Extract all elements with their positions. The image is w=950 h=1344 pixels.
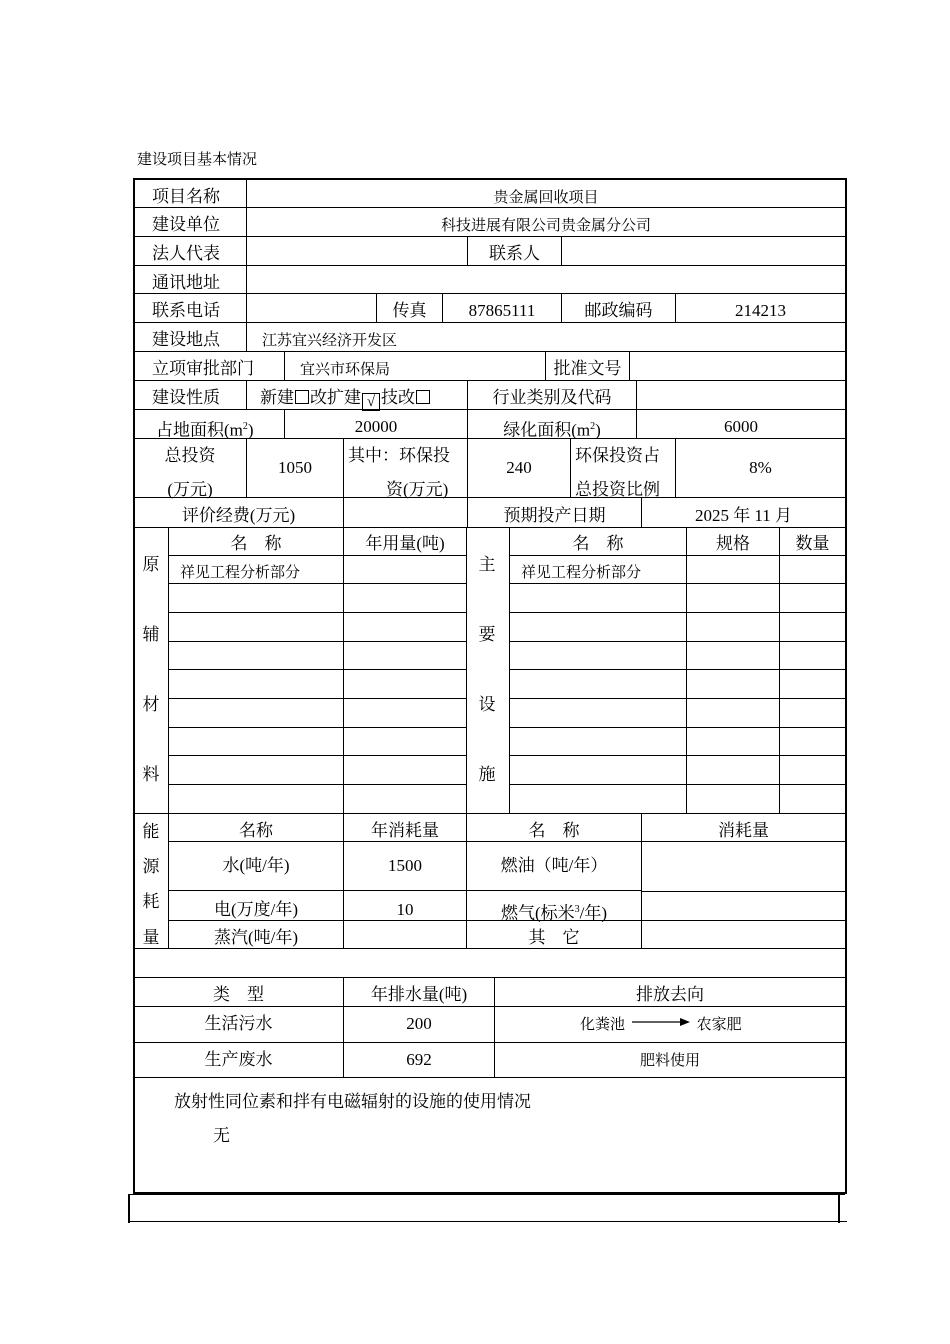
steam-label: 蒸汽(吨/年) <box>213 928 299 947</box>
row-line <box>134 322 845 323</box>
row-line <box>641 891 845 892</box>
row-line <box>168 555 466 556</box>
row-line <box>134 236 845 237</box>
materials-side-label-4: 料 <box>142 765 160 784</box>
radiation-title: 放射性同位素和拌有电磁辐射的设施的使用情况 <box>174 1092 531 1111</box>
env-investment-label-2: 资(万元) <box>386 480 449 499</box>
water-value: 1500 <box>388 856 422 875</box>
energy-col-name: 名称 <box>239 821 273 840</box>
col-line <box>343 439 344 498</box>
opt-new-checkbox[interactable] <box>295 390 309 404</box>
row-line <box>168 669 466 670</box>
area-label: 占地面积$(m^2)$ <box>156 420 254 440</box>
page-title: 建设项目基本情况 <box>137 152 258 168</box>
investment-label-2: (万元) <box>167 480 213 499</box>
phone-label: 联系电话 <box>152 301 220 320</box>
col-line <box>629 352 630 381</box>
row-line <box>134 1077 845 1078</box>
contact-label: 联系人 <box>489 244 540 263</box>
power-label: 电(万度/年) <box>213 900 299 919</box>
row-line <box>134 409 845 410</box>
materials-col-amount: 年用量(吨) <box>365 534 445 553</box>
row-line <box>134 351 845 352</box>
row-line <box>134 1042 845 1043</box>
zip-value: 214213 <box>735 301 786 320</box>
row-line <box>509 612 845 613</box>
col-line <box>636 381 637 410</box>
energy-side-label-4: 量 <box>142 928 160 947</box>
materials-side-label-3: 材 <box>142 695 160 714</box>
nature-label: 建设性质 <box>152 388 220 407</box>
env-investment-label-1: 其中：环保投 <box>348 446 450 465</box>
green-area-value: 6000 <box>724 417 758 436</box>
wastewater-col-type: 类 型 <box>213 985 264 1004</box>
approval-doc-label: 批准文号 <box>553 359 622 378</box>
footer-box-right <box>838 1194 840 1223</box>
energy-col-name2: 名 称 <box>528 821 580 840</box>
project-name-value: 贵金属回收项目 <box>493 188 599 206</box>
col-line <box>779 528 780 813</box>
row-line <box>509 755 845 756</box>
energy-side-label-2: 源 <box>142 857 160 876</box>
zip-label: 邮政编码 <box>584 301 653 320</box>
equipment-side-label-1: 主 <box>478 555 496 574</box>
water-label: 水(吨/年) <box>222 856 290 875</box>
equipment-col-qty: 数量 <box>795 534 830 553</box>
opt-new-label: 新建 <box>260 388 294 407</box>
arrow-right-icon <box>632 1017 690 1027</box>
oil-label: 燃油（吨/年） <box>500 856 608 875</box>
production-date-label: 预期投产日期 <box>503 506 606 525</box>
industry-label: 行业类别及代码 <box>492 388 612 407</box>
row-line <box>134 1006 845 1007</box>
ratio-value: 8% <box>749 458 772 477</box>
fax-value: 87865111 <box>468 301 536 320</box>
row-line <box>134 265 845 266</box>
materials-first-item: 祥见工程分析部分 <box>180 563 301 581</box>
equipment-side-label-3: 设 <box>478 695 496 714</box>
domestic-value: 200 <box>406 1014 432 1033</box>
row-line <box>134 527 845 528</box>
opt-tech-label: 技改 <box>381 388 415 407</box>
site-value: 江苏宜兴经济开发区 <box>262 331 398 349</box>
row-line <box>509 784 845 785</box>
production-date-value: 2025 年 11 月 <box>694 506 793 525</box>
col-line <box>466 528 467 813</box>
col-line <box>246 323 247 352</box>
footer-box-top <box>128 1194 845 1195</box>
builder-label: 建设单位 <box>152 215 220 234</box>
domestic-dest-2: 农家肥 <box>696 1015 742 1033</box>
area-value: 20000 <box>354 417 398 436</box>
energy-side-label-1: 能 <box>142 822 160 841</box>
row-line <box>168 583 466 584</box>
row-line <box>168 755 466 756</box>
equipment-side-label-2: 要 <box>478 625 496 644</box>
col-line <box>561 237 562 266</box>
domestic-dest-1: 化粪池 <box>580 1015 626 1033</box>
materials-side-label-2: 辅 <box>142 625 160 644</box>
row-line <box>168 784 466 785</box>
row-line <box>168 698 466 699</box>
domestic-label: 生活污水 <box>204 1014 273 1033</box>
row-line <box>509 641 845 642</box>
row-line <box>168 890 641 891</box>
project-name-label: 项目名称 <box>152 187 220 206</box>
site-label: 建设地点 <box>152 330 220 349</box>
domestic-destination <box>580 1014 742 1034</box>
equipment-col-spec: 规格 <box>716 534 750 553</box>
wastewater-col-amount: 年排水量(吨) <box>370 985 468 1004</box>
row-line <box>509 555 845 556</box>
energy-side-label-3: 耗 <box>142 892 160 911</box>
row-line <box>134 813 845 814</box>
col-line <box>168 528 169 813</box>
col-line <box>343 498 344 528</box>
assessment-label: 评价经费(万元) <box>181 506 296 525</box>
green-area-label: 绿化面积$(m^2)$ <box>503 420 601 440</box>
col-line <box>343 528 344 813</box>
energy-col-amount: 年消耗量 <box>371 821 439 840</box>
materials-col-name: 名 称 <box>230 534 282 553</box>
col-line <box>570 439 571 498</box>
investment-value: 1050 <box>278 458 312 477</box>
equipment-col-name: 名 称 <box>572 534 624 553</box>
row-line <box>509 727 845 728</box>
investment-label-1: 总投资 <box>164 446 216 465</box>
row-line <box>509 698 845 699</box>
row-line <box>134 948 845 949</box>
address-label: 通讯地址 <box>152 273 220 292</box>
other-label: 其 它 <box>528 928 580 947</box>
production-value: 692 <box>406 1050 432 1069</box>
opt-expand-label: 改扩建 <box>310 388 361 407</box>
row-line <box>134 380 845 381</box>
table-top-border <box>133 178 847 180</box>
col-line <box>686 528 687 813</box>
opt-expand-checkbox[interactable]: √ <box>362 393 380 411</box>
equipment-first-item: 祥见工程分析部分 <box>521 563 642 581</box>
production-label: 生产废水 <box>204 1050 273 1069</box>
col-line <box>284 352 285 381</box>
row-line <box>134 207 845 208</box>
col-line <box>509 528 510 813</box>
row-line <box>168 841 845 842</box>
footer-box-bottom <box>128 1221 847 1222</box>
table-right-border <box>845 178 847 1194</box>
wastewater-col-dest: 排放去向 <box>636 985 704 1004</box>
builder-value: 科技进展有限公司贵金属分公司 <box>440 216 651 234</box>
row-line <box>509 669 845 670</box>
approval-value: 宜兴市环保局 <box>300 360 391 378</box>
power-value: 10 <box>396 900 414 919</box>
radiation-value: 无 <box>213 1126 230 1145</box>
nature-options <box>260 388 431 411</box>
opt-tech-checkbox[interactable] <box>416 390 430 404</box>
row-line <box>168 727 466 728</box>
approval-label: 立项审批部门 <box>152 359 254 378</box>
env-investment-value: 240 <box>506 458 532 477</box>
legal-rep-label: 法人代表 <box>152 244 220 263</box>
row-line <box>134 293 845 294</box>
footer-box-left <box>128 1194 130 1223</box>
row-line <box>168 641 466 642</box>
col-line <box>246 294 247 323</box>
ratio-label-1: 环保投资占 <box>575 446 660 465</box>
ratio-label-2: 总投资比例 <box>575 480 660 499</box>
gas-label: 燃气(标米$^3$/年) <box>500 903 608 923</box>
materials-side-label-1: 原 <box>142 555 160 574</box>
energy-col-amount2: 消耗量 <box>718 821 769 840</box>
row-line <box>134 977 845 978</box>
fax-label: 传真 <box>392 301 427 320</box>
row-line <box>168 612 466 613</box>
row-line <box>509 583 845 584</box>
equipment-side-label-4: 施 <box>478 765 496 784</box>
production-destination: 肥料使用 <box>639 1051 700 1069</box>
col-line <box>246 381 247 410</box>
